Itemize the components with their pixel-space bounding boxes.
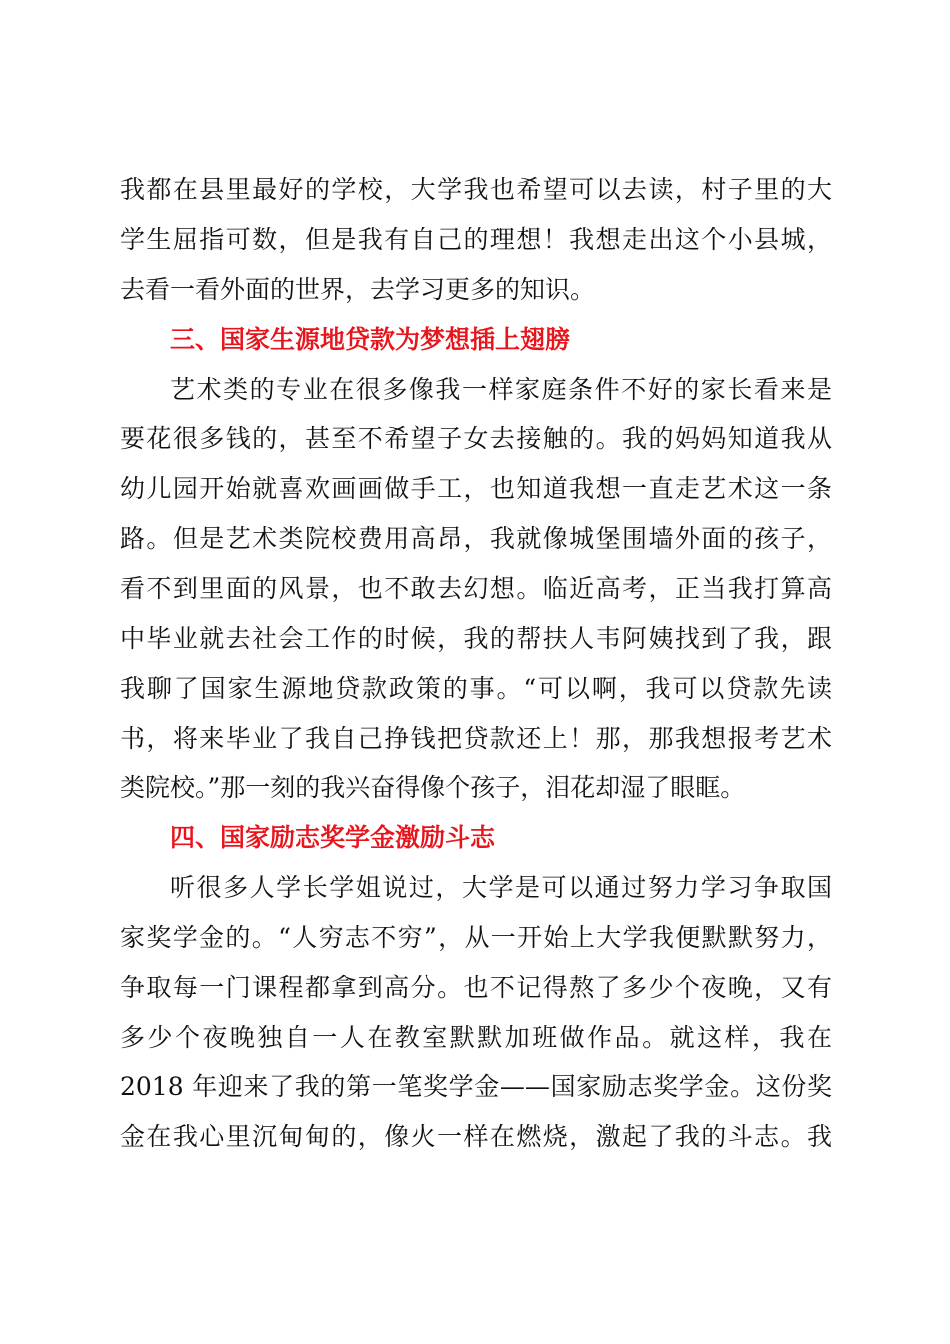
section-heading: 三、国家生源地贷款为梦想插上翅膀 <box>170 325 571 354</box>
paragraph-line: 争取每一门课程都拿到高分。也不记得熬了多少个夜晚，又有 <box>120 973 832 1002</box>
paragraph-line: 书，将来毕业了我自己挣钱把贷款还上！那，那我想报考艺术 <box>120 724 832 753</box>
paragraph-line: 幼儿园开始就喜欢画画做手工，也知道我想一直走艺术这一条 <box>120 474 832 503</box>
paragraph-line: 类院校。”那一刻的我兴奋得像个孩子，泪花却湿了眼眶。 <box>120 773 746 802</box>
paragraph-line: 2018 年迎来了我的第一笔奖学金——国家励志奖学金。这份奖 <box>120 1072 832 1101</box>
paragraph-line: 我都在县里最好的学校，大学我也希望可以去读，村子里的大 <box>120 175 832 204</box>
paragraph-line: 要花很多钱的，甚至不希望子女去接触的。我的妈妈知道我从 <box>120 424 832 453</box>
paragraph-line: 路。但是艺术类院校费用高昂，我就像城堡围墙外面的孩子， <box>120 524 832 553</box>
paragraph-line: 看不到里面的风景，也不敢去幻想。临近高考，正当我打算高 <box>120 574 832 603</box>
paragraph-line: 多少个夜晚独自一人在教室默默加班做作品。就这样，我在 <box>120 1023 832 1052</box>
paragraph-line: 艺术类的专业在很多像我一样家庭条件不好的家长看来是 <box>170 375 832 404</box>
section-heading: 四、国家励志奖学金激励斗志 <box>170 823 496 852</box>
paragraph-line: 学生屈指可数，但是我有自己的理想！我想走出这个小县城， <box>120 225 832 254</box>
paragraph-line: 中毕业就去社会工作的时候，我的帮扶人韦阿姨找到了我，跟 <box>120 624 832 653</box>
paragraph-line: 家奖学金的。“人穷志不穷”，从一开始上大学我便默默努力， <box>120 923 832 952</box>
paragraph-line: 听很多人学长学姐说过，大学是可以通过努力学习争取国 <box>170 873 832 902</box>
paragraph-line: 金在我心里沉甸甸的，像火一样在燃烧，激起了我的斗志。我 <box>120 1122 832 1151</box>
paragraph-line: 去看一看外面的世界，去学习更多的知识。 <box>120 275 596 304</box>
paragraph-line: 我聊了国家生源地贷款政策的事。“可以啊，我可以贷款先读 <box>120 674 832 703</box>
